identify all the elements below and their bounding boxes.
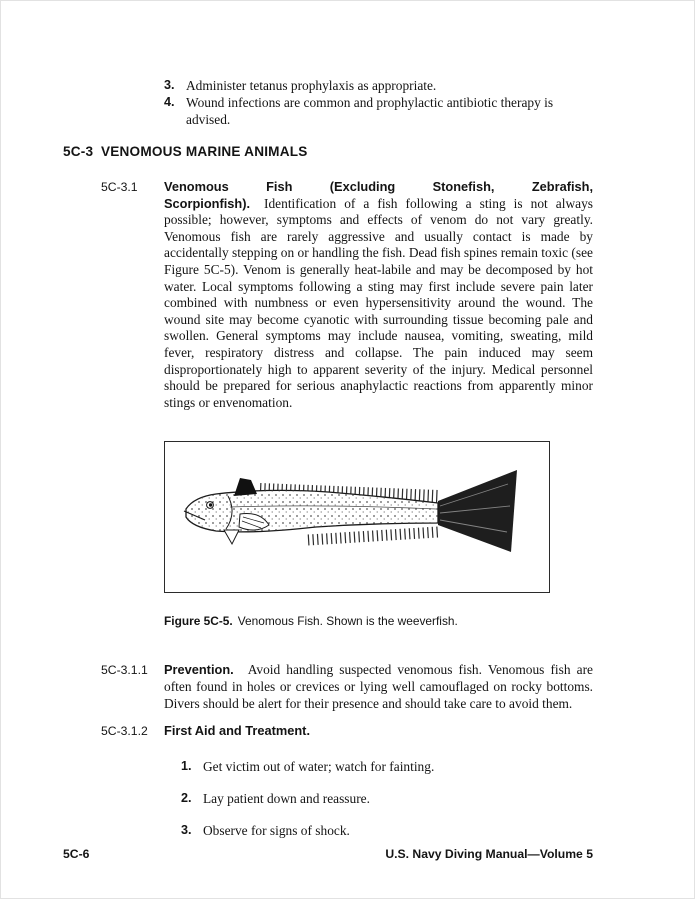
paragraph-runin-heading: Prevention. xyxy=(164,662,234,678)
section-heading xyxy=(63,143,593,160)
first-aid-steps xyxy=(181,758,593,839)
figure-caption-text: Venomous Fish. Shown is the weeverfish. xyxy=(237,614,458,629)
manual-title: U.S. Navy Diving Manual—Volume 5 xyxy=(385,847,593,861)
paragraph-number: 5C-3.1.2 xyxy=(101,724,148,739)
paragraph-5c-3-1-1 xyxy=(63,662,593,712)
list-item xyxy=(164,94,593,128)
list-item-text: Lay patient down and reassure. xyxy=(203,791,370,807)
fish-tail xyxy=(438,470,517,552)
figure-caption-label: Figure 5C-5. xyxy=(164,614,233,629)
list-item-text: Get victim out of water; watch for fainting. xyxy=(203,759,435,775)
page-number: 5C-6 xyxy=(63,847,90,861)
figure-5c5 xyxy=(164,441,550,593)
paragraph-text: Identification of a fish following a sting is not always possible; however, symptoms and effects of venom do not vary greatly. Venomous fish are rarely aggressive and usually contact is made by accidentally stepping on or handling the fish. Dead fish spines remain toxic (see Figure 5C-5). Venom is generally heat-labile and may be decomposed by hot water. Local symptoms following a sting may first include severe pain later combined with numbness or even hypersensitivity around the wound. The wound site may become cyanotic with surrounding tissue becoming pale and swollen. General symptoms may include nausea, vomiting, sweating, mild fever, respiratory distress and collapse. The pain induced may seem disproportionately high to apparent severity of the injury. Medical personnel should be prepared for serious anaphylactic reactions from apparently minor stings or envenomation. xyxy=(164,195,593,410)
figure-caption xyxy=(164,614,593,629)
paragraph-body xyxy=(164,723,593,740)
paragraph-body xyxy=(164,662,593,712)
fish-anal-fin xyxy=(308,532,438,540)
list-item xyxy=(181,790,593,807)
paragraph-number: 5C-3.1 xyxy=(101,180,138,194)
weeverfish-illustration xyxy=(176,451,538,583)
paragraph-body xyxy=(164,179,593,411)
fish-first-dorsal-fin xyxy=(234,478,257,496)
list-item-number: 4. xyxy=(164,95,175,109)
paragraph-5c-3-1-2 xyxy=(63,723,593,740)
fish-pelvic-fin xyxy=(224,530,239,544)
list-item xyxy=(164,77,593,94)
page-footer xyxy=(63,847,593,861)
paragraph-5c-3-1 xyxy=(63,179,593,411)
list-item-text: Administer tetanus prophylaxis as appropriate. xyxy=(186,78,437,93)
section-number: 5C-3 xyxy=(63,144,94,159)
paragraph-text: Avoid handling suspected venomous fish. Venomous fish are often found in holes or crevices or lying well camouflaged on rocky bottoms. Divers should be alert for their presence and should take care to avoid them. xyxy=(164,662,593,711)
list-item-number: 3. xyxy=(181,823,192,838)
intro-list xyxy=(164,77,593,128)
paragraph-runin-heading: First Aid and Treatment. xyxy=(164,723,311,739)
list-item-number: 1. xyxy=(181,759,192,774)
paragraph-number: 5C-3.1.1 xyxy=(101,663,148,678)
list-item-number: 3. xyxy=(164,78,175,92)
list-item-text: Observe for signs of shock. xyxy=(203,823,350,839)
section-title: VENOMOUS MARINE ANIMALS xyxy=(101,144,308,159)
list-item xyxy=(181,822,593,839)
list-item-text: Wound infections are common and prophylactic antibiotic therapy is advised. xyxy=(186,95,554,127)
list-item xyxy=(181,758,593,775)
list-item-number: 2. xyxy=(181,791,192,806)
paragraph-runin-heading: Venomous Fish (Excluding Stonefish, Zebrafish, Scorpionfish). xyxy=(164,179,593,211)
